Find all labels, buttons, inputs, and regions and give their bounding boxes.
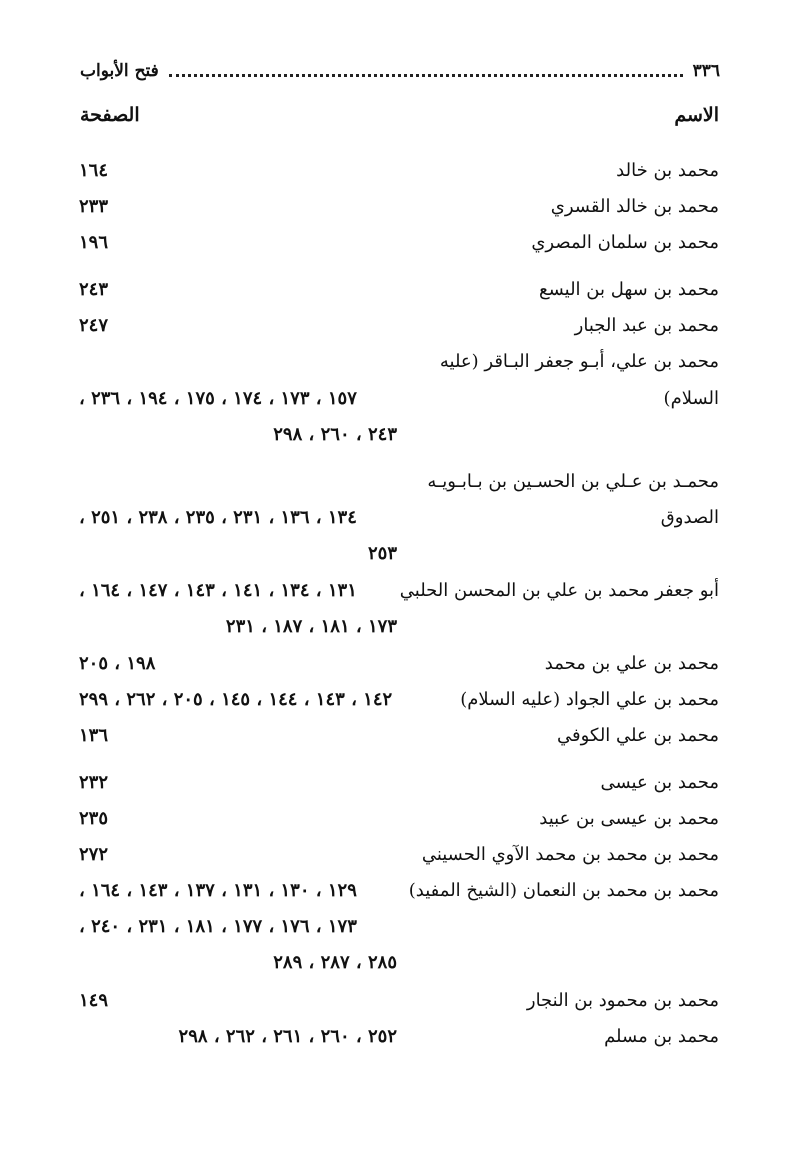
entry-pages: ٢٧٢ <box>79 844 109 865</box>
index-entry-cont <box>79 912 719 948</box>
index-entry <box>79 347 719 383</box>
entry-pages: ١٧٣ ، ١٨١ ، ١٨٧ ، ٢٣١ <box>225 616 397 637</box>
book-title: فتح الأبواب <box>80 61 159 81</box>
entry-pages: ١٦٤ <box>79 160 109 181</box>
entry-pages: ٢٣٢ <box>79 772 109 793</box>
index-entry <box>79 228 719 264</box>
entry-name: محمد بن علي بن محمد <box>544 653 719 674</box>
page-number: ٣٣٦ <box>692 61 720 81</box>
entry-pages: ١٥٧ ، ١٧٣ ، ١٧٤ ، ١٧٥ ، ١٩٤ ، ٢٣٦ ، <box>79 388 357 409</box>
index-entry <box>79 1022 719 1058</box>
index-entry-cont <box>79 948 719 984</box>
index-entry-cont <box>79 612 719 648</box>
entry-name: محمد بن مسلم <box>604 1026 719 1047</box>
index-entry <box>79 685 719 721</box>
index-entry-cont <box>79 384 719 420</box>
entry-pages: ٢٤٧ <box>79 315 109 336</box>
entry-name: محمد بن عبد الجبار <box>574 315 719 336</box>
index-entry <box>79 275 719 311</box>
index-entry <box>79 840 719 876</box>
column-header-name: الاسم <box>674 104 719 126</box>
entry-pages: ١٣٦ <box>79 725 109 746</box>
index-entry-cont <box>79 420 719 456</box>
entry-name: محمد بن خالد القسري <box>550 196 719 217</box>
entry-name: السلام) <box>663 388 719 409</box>
index-entry <box>79 649 719 685</box>
index-entry <box>79 192 719 228</box>
entry-name: محمد بن عيسى <box>600 772 719 793</box>
entry-pages: ٢٥٣ <box>367 543 397 564</box>
entry-name: محمد بن محمود بن النجار <box>526 990 719 1011</box>
entry-name: محمد بن علي الكوفي <box>556 725 719 746</box>
entry-pages: ١٩٨ ، ٢٠٥ <box>79 653 156 674</box>
entry-pages: ١٣١ ، ١٣٤ ، ١٤١ ، ١٤٣ ، ١٤٧ ، ١٦٤ ، <box>79 580 357 601</box>
index-entry <box>79 311 719 347</box>
entry-pages: ٢٨٥ ، ٢٨٧ ، ٢٨٩ <box>273 952 397 973</box>
index-entry <box>79 804 719 840</box>
entry-name: محمد بن عيسى بن عبيد <box>539 808 719 829</box>
entry-pages: ٢٤٣ ، ٢٦٠ ، ٢٩٨ <box>273 424 397 445</box>
index-entry <box>79 576 719 612</box>
entry-name: أبو جعفر محمد بن علي بن المحسن الحلبي <box>399 580 719 601</box>
entry-name: محمد بن علي الجواد (عليه السلام) <box>460 689 719 710</box>
entry-pages: ١٢٩ ، ١٣٠ ، ١٣١ ، ١٣٧ ، ١٤٣ ، ١٦٤ ، <box>79 880 357 901</box>
entry-name: محمـد بن عـلي بن الحسـين بن بـابـويـه <box>427 471 719 492</box>
entry-pages: ٢٣٥ <box>79 808 109 829</box>
entry-pages: ١٤٢ ، ١٤٣ ، ١٤٤ ، ١٤٥ ، ٢٠٥ ، ٢٦٢ ، ٢٩٩ <box>79 689 393 710</box>
entry-name: محمد بن خالد <box>616 160 719 181</box>
entry-name: محمد بن سلمان المصري <box>531 232 719 253</box>
entry-pages: ٢٤٣ <box>79 279 109 300</box>
entry-name: محمد بن علي، أبـو جعفر البـاقر (عليه <box>439 351 719 372</box>
entry-pages: ١٧٣ ، ١٧٦ ، ١٧٧ ، ١٨١ ، ٢٣١ ، ٢٤٠ ، <box>79 916 357 937</box>
index-entry <box>79 467 719 503</box>
index-entry-cont <box>79 539 719 575</box>
index-entry-cont <box>79 503 719 539</box>
entry-pages: ١٩٦ <box>79 232 109 253</box>
entry-name: محمد بن سهل بن اليسع <box>539 279 719 300</box>
index-entry <box>79 986 719 1022</box>
entry-name: محمد بن محمد بن النعمان (الشيخ المفيد) <box>408 880 719 901</box>
entry-pages: ٢٣٣ <box>79 196 109 217</box>
index-entry <box>79 768 719 804</box>
index-entry <box>79 156 719 192</box>
entry-pages: ٢٥٢ ، ٢٦٠ ، ٢٦١ ، ٢٦٢ ، ٢٩٨ <box>178 1026 397 1047</box>
entry-name: الصدوق <box>660 507 719 528</box>
entry-name: محمد بن محمد بن محمد الآوي الحسيني <box>421 844 719 865</box>
entry-pages: ١٣٤ ، ١٣٦ ، ٢٣١ ، ٢٣٥ ، ٢٣٨ ، ٢٥١ ، <box>79 507 357 528</box>
entry-pages: ١٤٩ <box>79 990 109 1011</box>
index-entry <box>79 876 719 912</box>
column-header-page: الصفحة <box>80 104 140 126</box>
index-entry <box>79 721 719 757</box>
